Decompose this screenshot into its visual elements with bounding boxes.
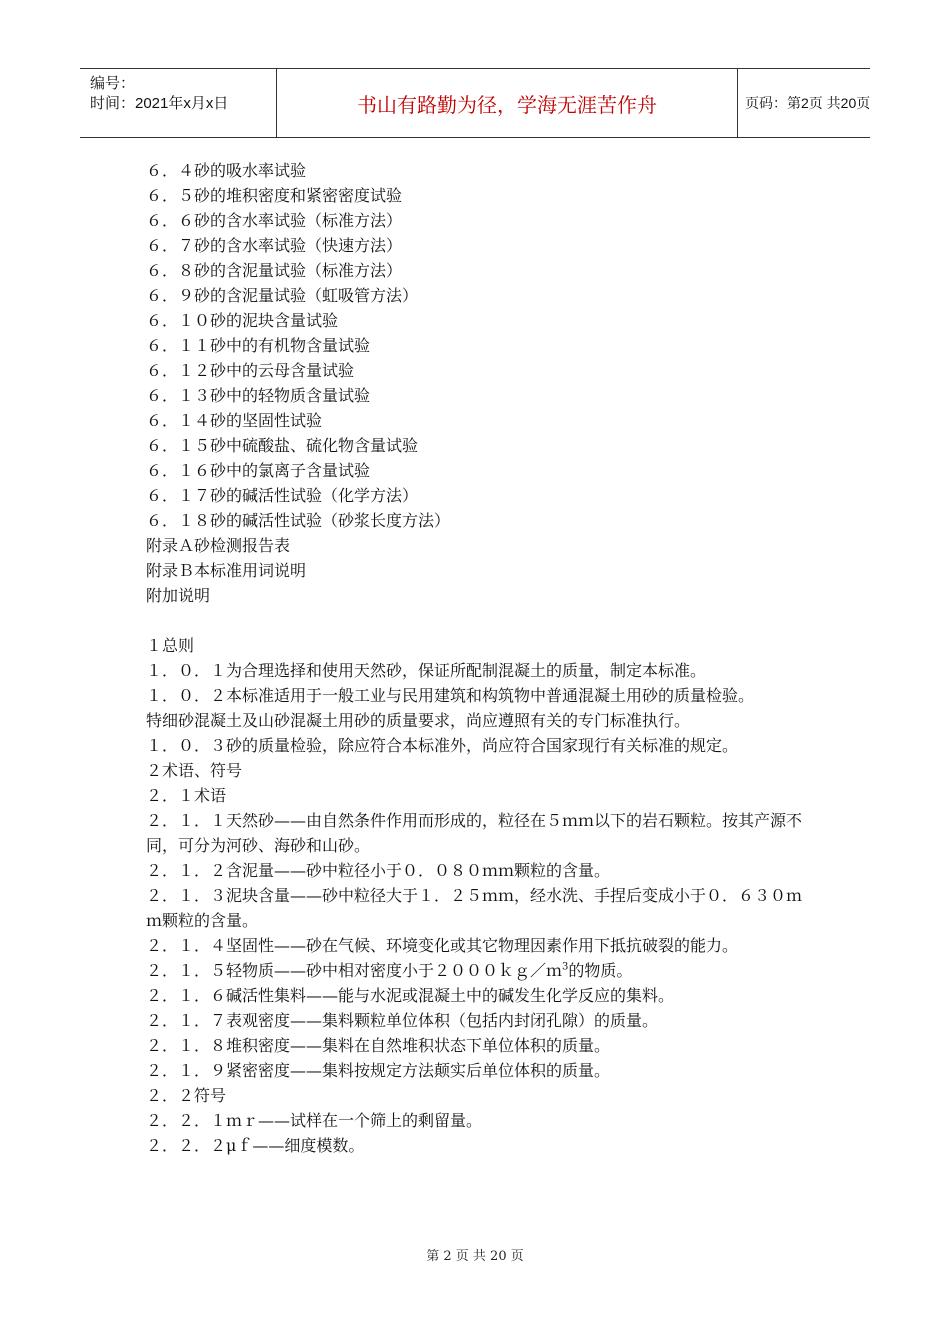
toc-item-6-6: ６．６砂的含水率试验（标准方法） <box>146 211 403 230</box>
toc-item-6-18: ６．１８砂的碱活性试验（砂浆长度方法） <box>146 511 451 530</box>
superscript-3: 3 <box>562 961 569 973</box>
toc-item-6-8: ６．８砂的含泥量试验（标准方法） <box>146 261 403 280</box>
clause-1-0-3: １．０．３砂的质量检验，除应符合本标准外，尚应符合国家现行有关标准的规定。 <box>146 736 739 755</box>
page-header <box>80 68 870 138</box>
toc-item-6-17: ６．１７砂的碱活性试验（化学方法） <box>146 486 419 505</box>
clause-2-2-1: ２．２．１ｍｒ——试样在一个筛上的剩留量。 <box>146 1111 483 1130</box>
date-label: 时间：2021年x月x日 <box>90 95 229 112</box>
toc-item-6-11: ６．１１砂中的有机物含量试验 <box>146 336 371 355</box>
toc-item-6-9: ６．９砂的含泥量试验（虹吸管方法） <box>146 286 419 305</box>
clause-2-1-5 <box>146 958 810 983</box>
toc-item-6-4: ６．４砂的吸水率试验 <box>146 161 307 180</box>
clause-1-0-2-note: 特细砂混凝土及山砂混凝土用砂的质量要求，尚应遵照有关的专门标准执行。 <box>146 711 691 730</box>
toc-item-6-13: ６．１３砂中的轻物质含量试验 <box>146 386 371 405</box>
page-label: 页码：第2页 共20页 <box>745 95 871 111</box>
clause-2-2-2: ２．２．２μｆ——细度模数。 <box>146 1136 365 1155</box>
section-heading-2: ２术语、符号 <box>146 761 243 780</box>
clause-2-1-6: ２．１．６碱活性集料——能与水泥或混凝土中的碱发生化学反应的集料。 <box>146 986 675 1005</box>
document-body <box>146 158 810 1158</box>
clause-2-1-8: ２．１．８堆积密度——集料在自然堆积状态下单位体积的质量。 <box>146 1036 611 1055</box>
toc-additional-notes: 附加说明 <box>146 586 211 605</box>
clause-1-0-1: １．０．１为合理选择和使用天然砂，保证所配制混凝土的质量，制定本标准。 <box>146 661 707 680</box>
toc-item-6-15: ６．１５砂中硫酸盐、硫化物含量试验 <box>146 436 419 455</box>
clause-2-1-4: ２．１．４坚固性——砂在气候、环境变化或其它物理因素作用下抵抗破裂的能力。 <box>146 936 739 955</box>
page-footer: 第 2 页 共 20 页 <box>426 1249 524 1264</box>
toc-appendix-b: 附录Ｂ本标准用词说明 <box>146 561 307 580</box>
motto: 书山有路勤为径，学海无涯苦作舟 <box>357 93 657 117</box>
clause-2-1-2: ２．１．２含泥量——砂中粒径小于０．０８０ｍｍ颗粒的含量。 <box>146 861 611 880</box>
subsection-2-1: ２．１术语 <box>146 786 227 805</box>
clause-2-1-5-tail: 的物质。 <box>568 961 633 980</box>
clause-2-1-3: ２．１．３泥块含量——砂中粒径大于１．２５ｍｍ，经水洗、手捏后变成小于０．６３０ｍｍ颗粒的含量。 <box>146 886 803 930</box>
header-info-cell <box>80 69 276 137</box>
header-page-cell <box>736 69 870 137</box>
clause-2-1-7: ２．１．７表观密度——集料颗粒单位体积（包括内封闭孔隙）的质量。 <box>146 1011 659 1030</box>
toc-appendix-a: 附录Ａ砂检测报告表 <box>146 536 291 555</box>
clause-2-1-5-text: ２．１．５轻物质——砂中相对密度小于２０００ｋｇ／ｍ <box>146 961 563 980</box>
header-motto-cell <box>276 69 738 137</box>
toc-item-6-16: ６．１６砂中的氯离子含量试验 <box>146 461 371 480</box>
subsection-2-2: ２．２符号 <box>146 1086 227 1105</box>
number-label: 编号： <box>90 75 136 92</box>
toc-item-6-7: ６．７砂的含水率试验（快速方法） <box>146 236 403 255</box>
clause-1-0-2: １．０．２本标准适用于一般工业与民用建筑和构筑物中普通混凝土用砂的质量检验。 <box>146 686 755 705</box>
section-heading-1: １总则 <box>146 636 195 655</box>
toc-item-6-14: ６．１４砂的坚固性试验 <box>146 411 323 430</box>
toc-item-6-10: ６．１０砂的泥块含量试验 <box>146 311 339 330</box>
clause-2-1-9: ２．１．９紧密密度——集料按规定方法颠实后单位体积的质量。 <box>146 1061 611 1080</box>
clause-2-1-1: ２．１．１天然砂——由自然条件作用而形成的，粒径在５ｍｍ以下的岩石颗粒。按其产源不同，可分为河砂、海砂和山砂。 <box>146 811 803 855</box>
toc-item-6-12: ６．１２砂中的云母含量试验 <box>146 361 355 380</box>
toc-item-6-5: ６．５砂的堆积密度和紧密密度试验 <box>146 186 403 205</box>
